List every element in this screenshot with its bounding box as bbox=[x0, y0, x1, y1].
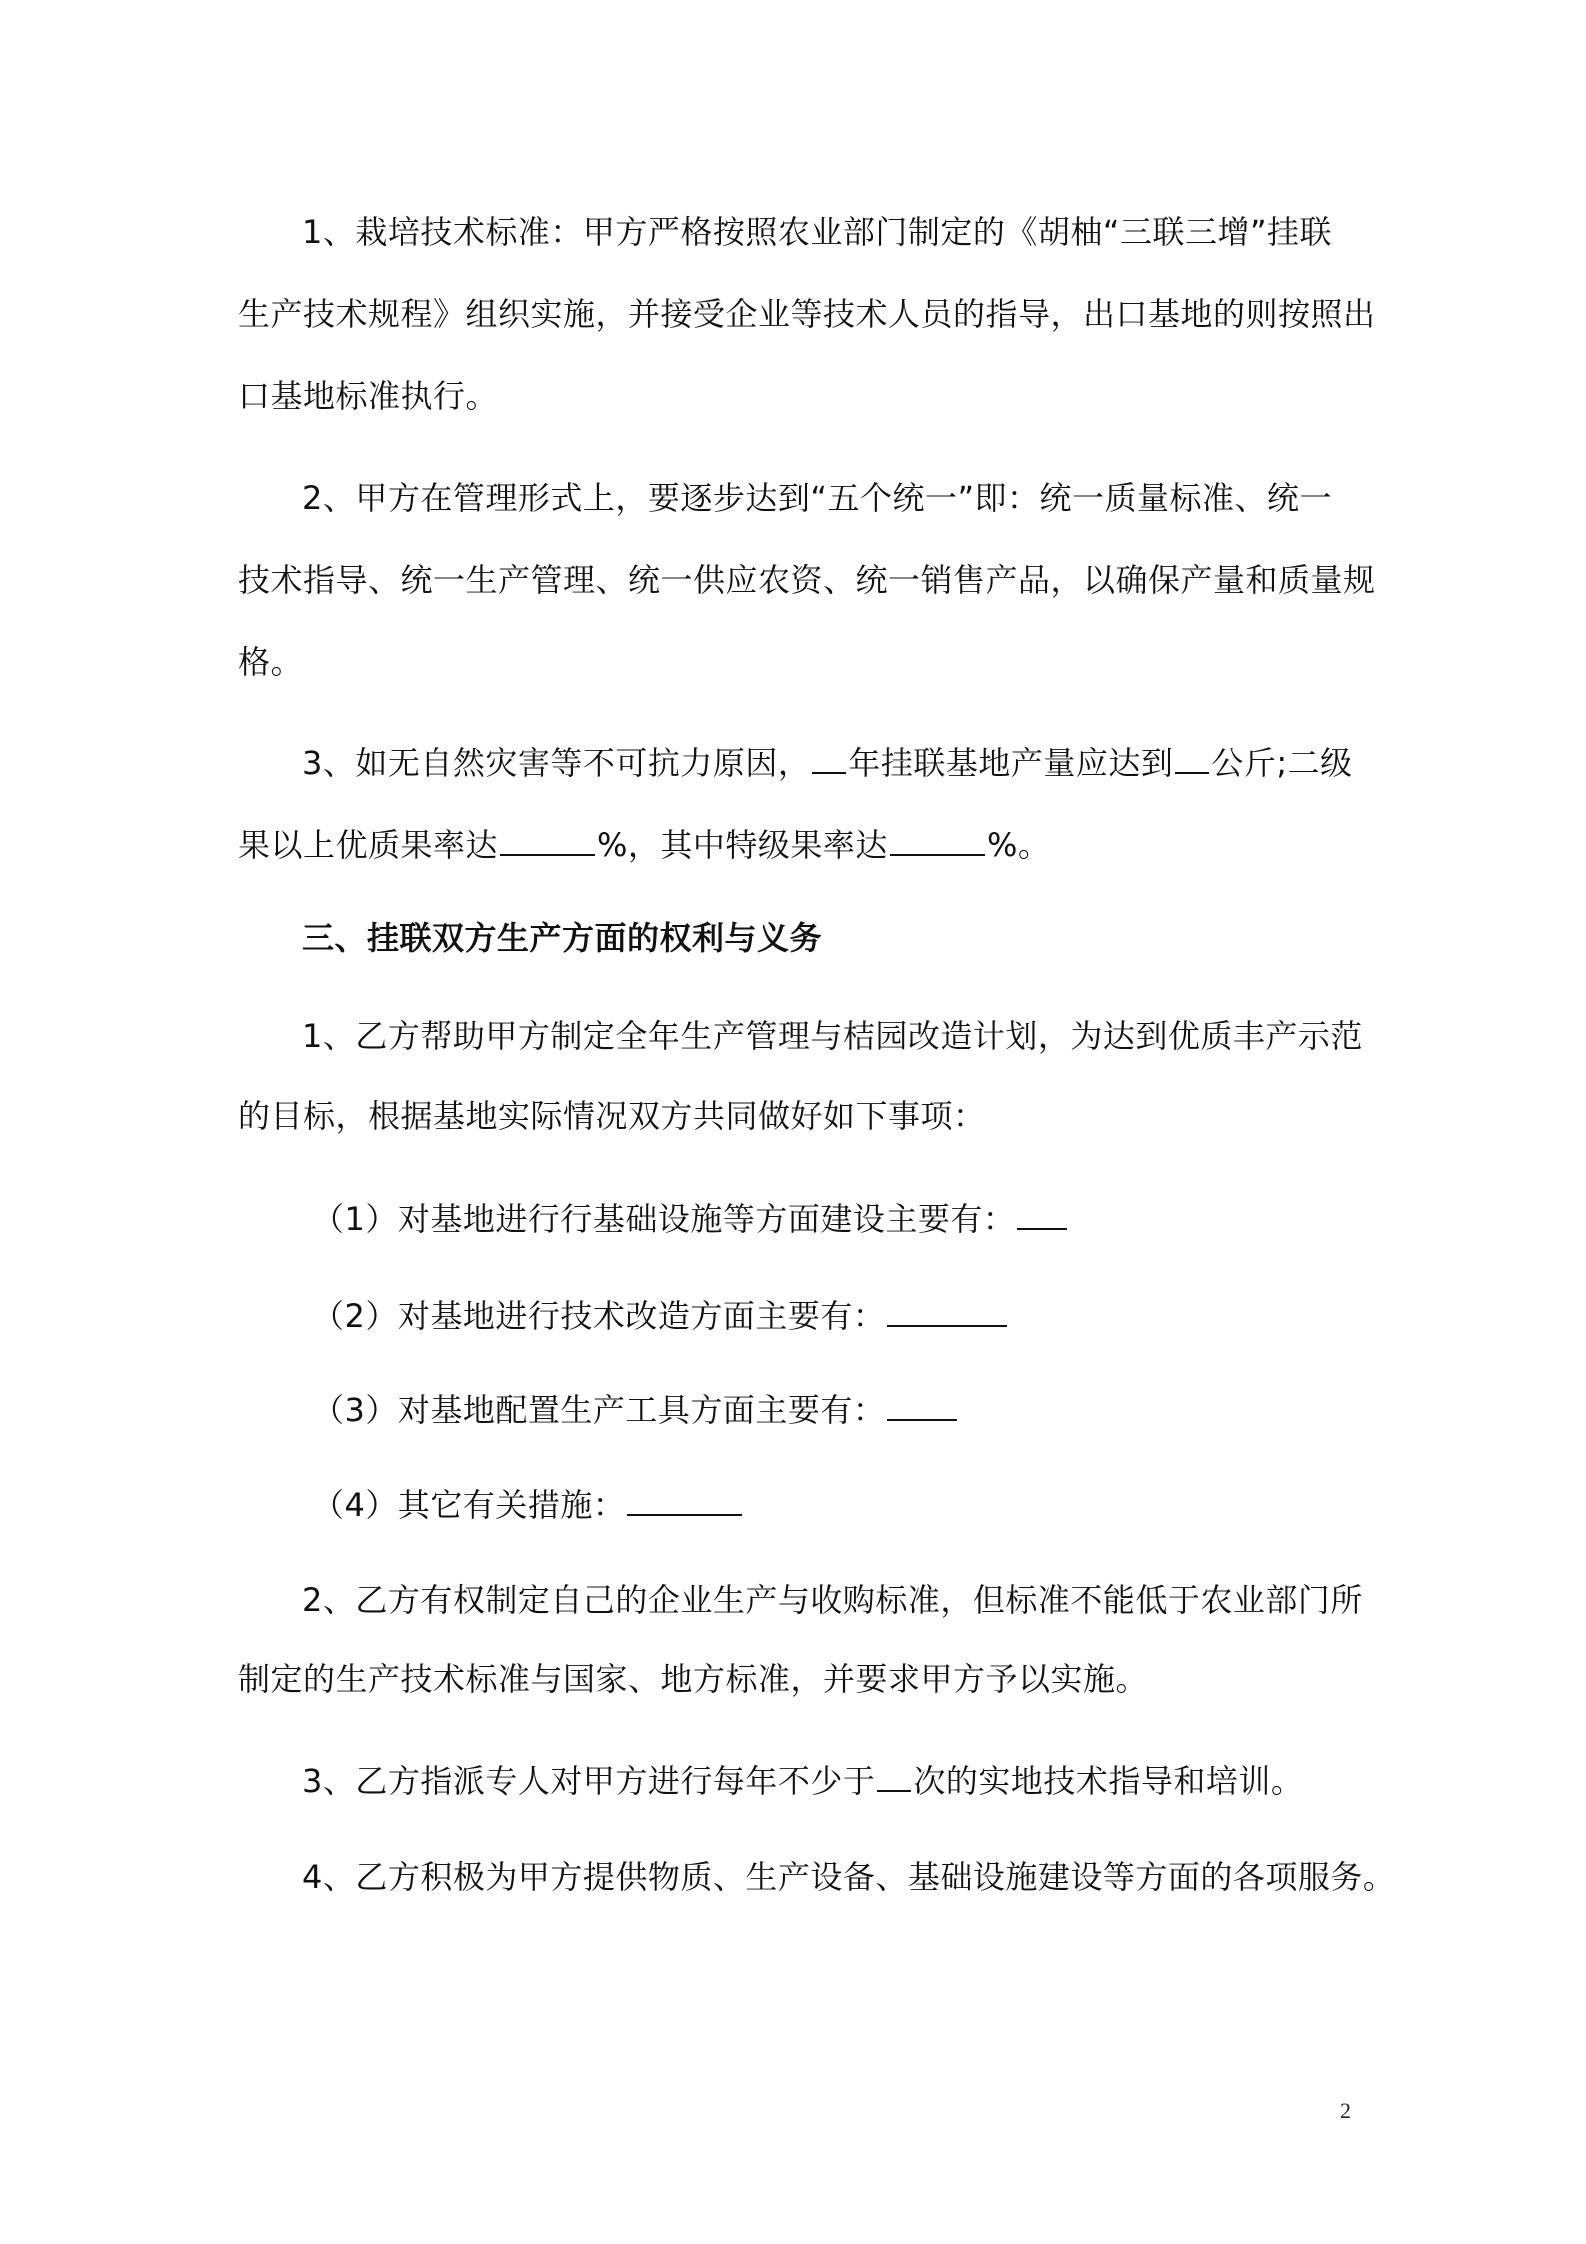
item-1 bbox=[312, 1198, 1069, 1239]
paragraph-1-line-1: 1、栽培技术标准：甲方严格按照农业部门制定的《胡柚“三联三增”挂联 bbox=[302, 213, 1333, 251]
text: 次的实地技术指导和培训。 bbox=[913, 1762, 1304, 1800]
item-4 bbox=[312, 1484, 744, 1525]
paragraph-2-line-1: 2、甲方在管理形式上，要逐步达到“五个统一”即：统一质量标准、统一 bbox=[302, 479, 1333, 517]
text: 年挂联基地产量应达到 bbox=[848, 744, 1174, 782]
text: 3、如无自然灾害等不可抗力原因， bbox=[302, 744, 811, 782]
item-2 bbox=[312, 1295, 1009, 1336]
item-text: （2）对基地进行技术改造方面主要有： bbox=[312, 1297, 886, 1335]
paragraph-2-line-2: 技术指导、统一生产管理、统一供应农资、统一销售产品，以确保产量和质量规 bbox=[238, 561, 1376, 599]
text: 公斤;二级 bbox=[1211, 744, 1353, 782]
page-number: 2 bbox=[1340, 2098, 1351, 2123]
s3-paragraph-2-line-2: 制定的生产技术标准与国家、地方标准，并要求甲方予以实施。 bbox=[238, 1660, 1149, 1698]
section-3-heading: 三、挂联双方生产方面的权利与义务 bbox=[302, 919, 823, 957]
item-text: （3）对基地配置生产工具方面主要有： bbox=[312, 1391, 886, 1429]
text: 3、乙方指派专人对甲方进行每年不少于 bbox=[302, 1762, 876, 1800]
s3-paragraph-1-line-1: 1、乙方帮助甲方制定全年生产管理与桔园改造计划，为达到优质丰产示范 bbox=[302, 1017, 1363, 1055]
blank-year[interactable] bbox=[812, 742, 846, 774]
blank-item-3[interactable] bbox=[887, 1389, 957, 1421]
blank-premium-rate[interactable] bbox=[890, 824, 985, 856]
blank-item-4[interactable] bbox=[627, 1484, 742, 1516]
s3-paragraph-4: 4、乙方积极为甲方提供物质、生产设备、基础设施建设等方面的各项服务。 bbox=[302, 1858, 1396, 1896]
s3-paragraph-3 bbox=[302, 1760, 1303, 1801]
paragraph-1-line-3: 口基地标准执行。 bbox=[238, 377, 499, 415]
blank-times[interactable] bbox=[877, 1760, 911, 1792]
text: %。 bbox=[986, 826, 1051, 864]
paragraph-1-line-2: 生产技术规程》组织实施，并接受企业等技术人员的指导，出口基地的则按照出 bbox=[238, 295, 1376, 333]
paragraph-3-line-2 bbox=[238, 824, 1050, 865]
item-text: （1）对基地进行行基础设施等方面建设主要有： bbox=[312, 1200, 1016, 1238]
paragraph-2-line-3: 格。 bbox=[238, 643, 304, 681]
blank-item-1[interactable] bbox=[1017, 1198, 1067, 1230]
blank-yield[interactable] bbox=[1175, 742, 1209, 774]
text: 果以上优质果率达 bbox=[238, 826, 499, 864]
blank-item-2[interactable] bbox=[887, 1295, 1007, 1327]
text: %，其中特级果率达 bbox=[597, 826, 888, 864]
blank-quality-rate[interactable] bbox=[500, 824, 595, 856]
s3-paragraph-1-line-2: 的目标，根据基地实际情况双方共同做好如下事项： bbox=[238, 1097, 986, 1135]
item-3 bbox=[312, 1389, 959, 1430]
item-text: （4）其它有关措施： bbox=[312, 1486, 626, 1524]
paragraph-3-line-1 bbox=[302, 742, 1353, 783]
s3-paragraph-2-line-1: 2、乙方有权制定自己的企业生产与收购标准，但标准不能低于农业部门所 bbox=[302, 1581, 1363, 1619]
